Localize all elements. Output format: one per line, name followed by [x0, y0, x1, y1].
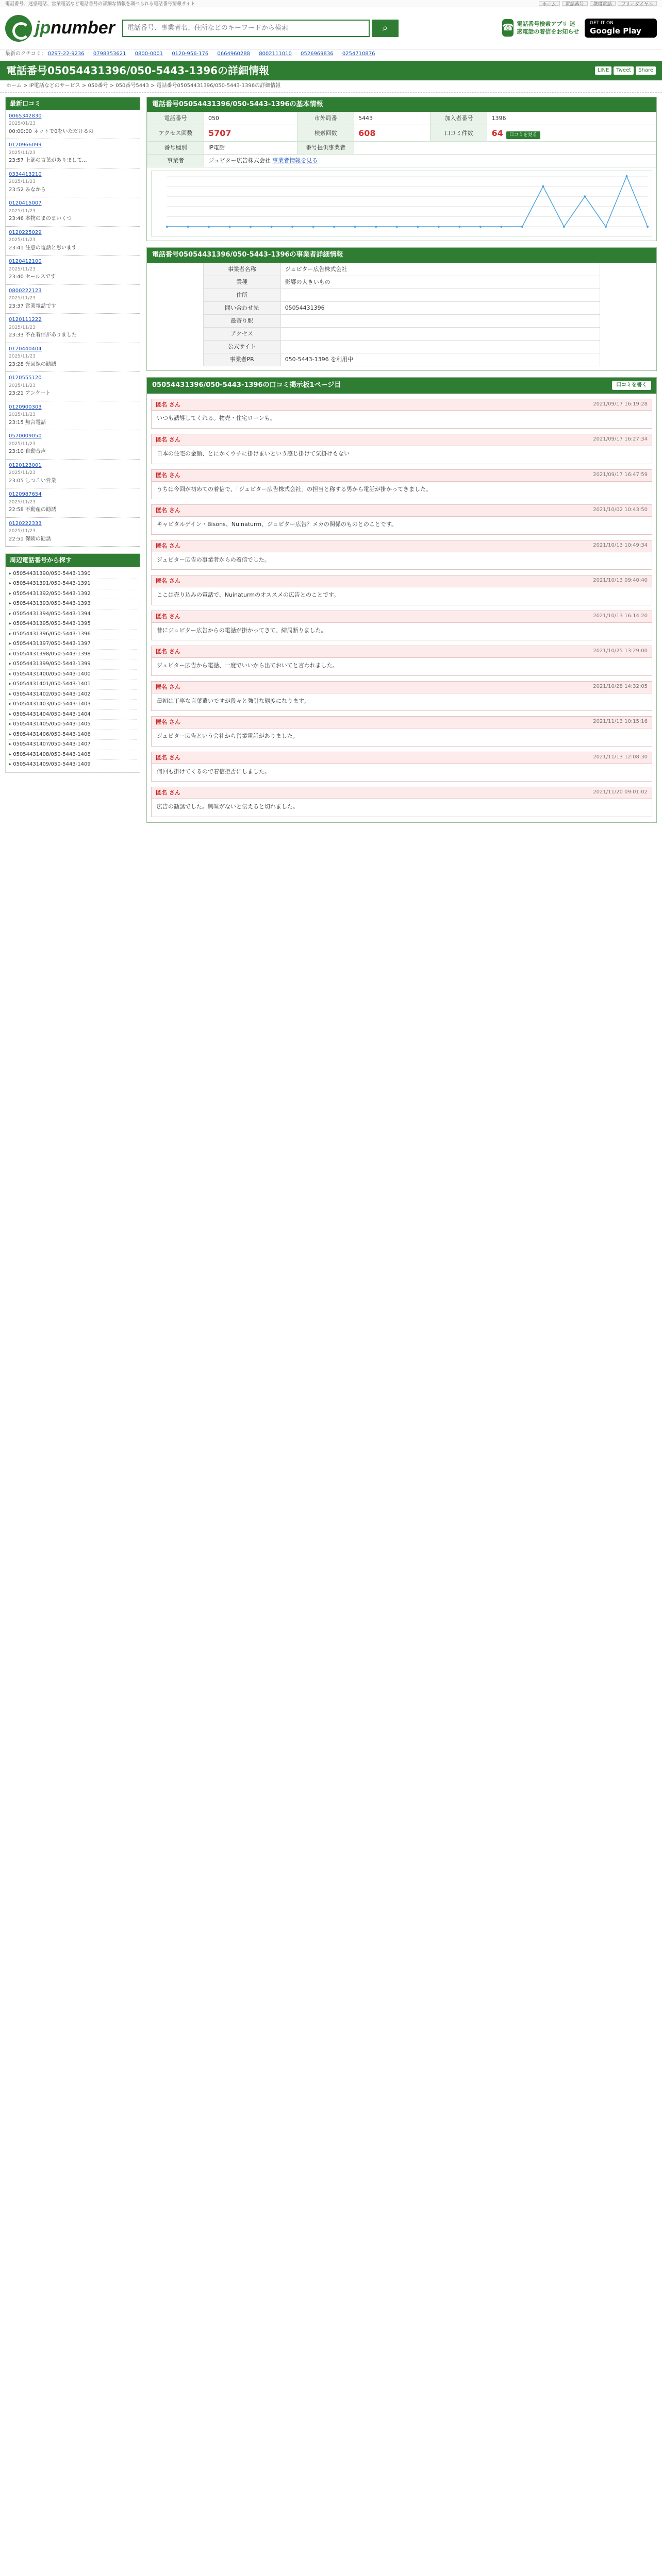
review-report-link[interactable]: [152, 532, 652, 534]
site-tagline: 電話番号、迷惑電話、営業電話など電話番号の詳細な情報を調べられる電話番号情報サイト: [5, 2, 195, 7]
review-author: 匿名 さん: [156, 683, 180, 690]
recent-label: 最新のクチコミ：: [5, 51, 46, 57]
list-item[interactable]: [6, 430, 140, 460]
nearby-number-link[interactable]: ▸ 05054431400/050-5443-1400: [9, 670, 137, 680]
nearby-number-link[interactable]: ▸ 05054431407/050-5443-1407: [9, 740, 137, 750]
review-date: 2025/11/23: [9, 179, 36, 185]
review-time: 2021/10/13 16:14:20: [593, 613, 648, 619]
table-header-cell: アクセス: [203, 327, 280, 340]
review-report-link[interactable]: [152, 708, 652, 710]
nearby-number-link[interactable]: ▸ 05054431391/050-5443-1391: [9, 579, 137, 589]
review-body: ここは売り込みの電話で、Nuinaturmのオススメの広告とのことです。: [157, 591, 340, 599]
review-snippet: 00:00:00 ネットで0をいただけるの: [9, 128, 94, 134]
page-title: 電話番号05054431396/050-5443-1396の詳細情報: [6, 64, 270, 77]
review-date: 2025/11/23: [9, 266, 36, 272]
review-body: ジュピター広告の事業者からの着信でした。: [157, 556, 270, 563]
review-date: 2025/11/23: [9, 529, 36, 534]
nearby-number-link[interactable]: ▸ 05054431398/050-5443-1398: [9, 650, 137, 660]
review-body: いつも誘導してくれる。物売・住宅ローンも。: [157, 415, 276, 422]
table-cell: 05054431396: [280, 302, 600, 315]
review-header: [152, 434, 652, 446]
review-header: [152, 717, 652, 728]
recent-link[interactable]: 0800-0001: [135, 51, 163, 57]
recent-link[interactable]: 0254710876: [342, 51, 375, 57]
data-point: [375, 226, 377, 228]
table-header-cell: 住所: [203, 289, 280, 302]
search-input[interactable]: [122, 20, 370, 37]
review-time: 2021/11/13 10:15:16: [593, 719, 648, 725]
review-author: 匿名 さん: [156, 789, 180, 796]
review-time: 2021/11/20 09:01:02: [593, 789, 648, 795]
review-report-link[interactable]: [152, 497, 652, 499]
reviews-box: [146, 377, 657, 823]
data-point: [563, 226, 565, 228]
review-snippet: 23:52 みなから: [9, 187, 46, 193]
list-item[interactable]: [6, 197, 140, 227]
review-count: 64: [491, 128, 503, 139]
search-count: 608: [358, 128, 376, 139]
review-date: 2025/11/23: [9, 383, 36, 388]
nearby-number-link[interactable]: ▸ 05054431403/050-5443-1403: [9, 700, 137, 710]
data-point: [479, 226, 482, 228]
review-item: [151, 504, 652, 535]
table-row: [203, 289, 600, 302]
review-header: [152, 682, 652, 693]
review-item: [151, 469, 652, 500]
list-item[interactable]: [6, 168, 140, 198]
reviews-list: [147, 399, 656, 822]
review-author: 匿名 さん: [156, 648, 180, 655]
table-header-cell: 最寄り駅: [203, 314, 280, 327]
data-point: [208, 226, 210, 228]
recent-link[interactable]: 0526969836: [301, 51, 334, 57]
table-header-cell: 公式サイト: [203, 340, 280, 353]
nearby-number-link[interactable]: ▸ 05054431397/050-5443-1397: [9, 639, 137, 650]
review-time: 2021/10/13 09:40:40: [593, 578, 648, 584]
table-header-cell: 事業者名称: [203, 263, 280, 276]
top-nav-phone[interactable]: 電話番号: [562, 1, 588, 6]
data-point: [333, 226, 335, 228]
review-time: 2021/09/17 16:27:34: [593, 436, 648, 443]
review-header: [152, 575, 652, 587]
review-time: 2021/10/25 13:29:00: [593, 648, 648, 654]
search-button[interactable]: [372, 20, 399, 37]
review-header: [152, 470, 652, 482]
review-number-link[interactable]: 0120412100: [9, 259, 42, 265]
header: [0, 7, 662, 49]
nearby-number-link[interactable]: ▸ 05054431396/050-5443-1396: [9, 630, 137, 640]
table-row: [203, 327, 600, 340]
review-author: 匿名 さん: [156, 542, 180, 549]
review-snippet: 22:58 不動産の勧誘: [9, 507, 56, 513]
review-body: 日本の住宅の金額、とにかくウチに掛けまいという感じ掛けて気掛けもない: [157, 450, 350, 457]
nearby-number-link[interactable]: ▸ 05054431395/050-5443-1395: [9, 619, 137, 630]
recent-link[interactable]: 0798353621: [93, 51, 126, 57]
table-header-cell: 問い合わせ先: [203, 302, 280, 315]
table-cell: [280, 289, 600, 302]
nearby-number-link[interactable]: ▸ 05054431394/050-5443-1394: [9, 609, 137, 620]
review-time: 2021/10/28 14:32:05: [593, 683, 648, 689]
review-date: 2025/11/23: [9, 499, 36, 505]
nearby-number-link[interactable]: ▸ 05054431409/050-5443-1409: [9, 760, 137, 770]
recent-reviews-box: [5, 97, 140, 548]
review-header: [152, 646, 652, 658]
review-number-link[interactable]: 0120440404: [9, 346, 42, 352]
review-snippet: 23:57 上部の言葉がありまして...: [9, 158, 87, 164]
review-body: ジュピター広告という会社から営業電話がありました。: [157, 733, 299, 740]
recent-reviews-list: [6, 110, 140, 547]
review-time: 2021/09/17 16:47:59: [593, 471, 648, 478]
review-author: 匿名 さん: [156, 754, 180, 761]
top-nav-freedial[interactable]: フリーダイヤル: [618, 1, 657, 6]
review-author: 匿名 さん: [156, 436, 180, 444]
review-body: ジュピター広告から電話、一度でいいから出ておいてと言われました。: [157, 662, 338, 669]
review-number-link[interactable]: 0120555120: [9, 375, 42, 381]
table-cell: [280, 327, 600, 340]
access-chart-svg: [152, 171, 653, 236]
review-item: [151, 540, 652, 570]
data-point: [625, 175, 627, 177]
table-row: 電話番号 050 市外局番 5443 加入者番号 1396: [147, 112, 656, 125]
business-info-box: [146, 247, 657, 370]
data-point: [396, 226, 398, 228]
nearby-number-link[interactable]: ▸ 05054431404/050-5443-1404: [9, 710, 137, 720]
review-snippet: 23:28 光回線の勧誘: [9, 361, 56, 367]
review-snippet: 23:46 本物のまのまいくつ: [9, 216, 72, 222]
review-number-link[interactable]: 0120111222: [9, 317, 42, 323]
search-icon: ⌕: [382, 23, 388, 33]
review-header: [152, 399, 652, 411]
review-header: [152, 611, 652, 623]
google-play-badge[interactable]: GET IT ON Google Play: [585, 19, 657, 38]
nearby-numbers-list: [6, 567, 140, 772]
review-item: [151, 716, 652, 747]
sidebar: [5, 97, 140, 829]
data-point: [542, 185, 544, 188]
table-cell: [280, 340, 600, 353]
review-report-link[interactable]: [152, 462, 652, 464]
review-snippet: 23:33 不在着信がありました: [9, 332, 77, 338]
review-author: 匿名 さん: [156, 613, 180, 620]
review-item: [151, 611, 652, 641]
review-author: 匿名 さん: [156, 471, 180, 479]
review-report-link[interactable]: [152, 815, 652, 817]
review-number-link[interactable]: 0120987654: [9, 492, 42, 498]
share-buttons: [595, 66, 656, 75]
business-info-table: [203, 263, 601, 366]
list-item[interactable]: [6, 227, 140, 256]
review-report-link[interactable]: [152, 779, 652, 781]
write-review-button[interactable]: 口コミを書く: [612, 381, 651, 391]
review-number-link[interactable]: 0120225029: [9, 229, 42, 235]
logo[interactable]: [5, 15, 115, 42]
columns: [0, 97, 662, 829]
review-time: 2021/09/17 16:19:28: [593, 401, 648, 407]
review-date: 2025/11/23: [9, 238, 36, 243]
share-button[interactable]: Tweet: [614, 66, 634, 75]
list-item[interactable]: [6, 518, 140, 547]
review-author: 匿名 さん: [156, 507, 180, 514]
list-item[interactable]: [6, 401, 140, 431]
review-item: [151, 681, 652, 711]
nearby-number-link[interactable]: ▸ 05054431390/050-5443-1390: [9, 569, 137, 580]
series-line: [167, 176, 648, 227]
recent-search-bar: [0, 49, 662, 59]
data-point: [250, 226, 252, 228]
data-point: [438, 226, 440, 228]
review-body: 広告の勧誘でした。興味がないと伝えると切れました。: [157, 803, 299, 810]
list-item[interactable]: [6, 372, 140, 401]
review-number-link[interactable]: 0065342830: [9, 113, 42, 119]
nearby-number-link[interactable]: ▸ 05054431408/050-5443-1408: [9, 750, 137, 760]
table-cell: 影響の大きいもの: [280, 276, 600, 289]
table-header-cell: 業種: [203, 276, 280, 289]
nearby-number-link[interactable]: ▸ 05054431393/050-5443-1393: [9, 599, 137, 609]
review-date: 2025/11/23: [9, 296, 36, 301]
review-snippet: 23:40 セールスです: [9, 274, 56, 280]
review-snippet: 22:51 保険の勧誘: [9, 536, 51, 542]
table-row: アクセス回数 5707 検索回数 608 口コミ件数 64 口コミを見る: [147, 125, 656, 142]
promo-area: [502, 19, 657, 38]
recent-reviews-heading: 最新口コミ: [6, 97, 140, 110]
review-header: [152, 787, 652, 799]
recent-link[interactable]: 0120-956-176: [172, 51, 209, 57]
review-report-link[interactable]: [152, 603, 652, 605]
review-number-link[interactable]: 0120966099: [9, 142, 42, 148]
logo-text: jpnumber: [35, 18, 115, 38]
nearby-numbers-box: [5, 553, 140, 772]
review-snippet: 23:10 自動音声: [9, 449, 46, 455]
review-number-link[interactable]: 0570009050: [9, 433, 42, 439]
table-row: 事業者 ジュピター広告株式会社 事業者情報を見る: [147, 155, 656, 167]
list-item[interactable]: [6, 488, 140, 518]
reviews-heading: 05054431396/050-5443-1396の口コミ掲示板1ページ目 口コミを書く: [147, 378, 656, 394]
review-body: キャピタルゲイン・Bisons、Nuinaturm、ジュピター広告？メカの関係のものとのことです。: [157, 521, 397, 528]
review-body: うちは今回が初めての着信で、「ジュピター広告株式会社」の担当と称する男から電話が掛かってきました。: [157, 485, 432, 493]
review-report-link[interactable]: [152, 638, 652, 640]
list-item[interactable]: [6, 314, 140, 343]
review-number-link[interactable]: 0120123001: [9, 462, 42, 468]
review-body: 最初は丁寧な言葉遣いですが段々と強引な態度になります。: [157, 697, 310, 704]
app-promo-label: 電話番号検索アプリ 迷惑電話の着信をお知らせ: [517, 20, 580, 36]
review-date: 2025/11/23: [9, 470, 36, 476]
review-report-link[interactable]: [152, 567, 652, 569]
review-header: [152, 505, 652, 517]
review-item: [151, 575, 652, 605]
nearby-number-link[interactable]: ▸ 05054431402/050-5443-1402: [9, 690, 137, 700]
review-header: [152, 752, 652, 764]
table-row: [203, 302, 600, 315]
review-item: [151, 787, 652, 817]
recent-link[interactable]: 8002111010: [259, 51, 292, 57]
review-number-link[interactable]: 0120222333: [9, 520, 42, 527]
top-nav: [539, 1, 657, 6]
search-bar: [122, 20, 399, 37]
review-date: 2025/11/23: [9, 150, 36, 156]
review-report-link[interactable]: [152, 744, 652, 746]
main-content: [146, 97, 657, 829]
review-number-link[interactable]: 0334413210: [9, 171, 42, 177]
data-point: [458, 226, 460, 228]
review-item: [151, 434, 652, 464]
access-chart: [151, 171, 652, 236]
review-item: [151, 646, 652, 676]
review-number-link[interactable]: 0120415007: [9, 200, 42, 207]
data-point: [166, 226, 168, 228]
share-button[interactable]: Share: [636, 66, 656, 75]
review-snippet: 23:05 しつこい営業: [9, 478, 56, 484]
recent-link[interactable]: 0297-22-9236: [47, 51, 85, 57]
table-cell: [280, 314, 600, 327]
data-point: [187, 226, 189, 228]
review-date: 2025/11/23: [9, 441, 36, 447]
review-time: 2021/11/13 12:08:30: [593, 754, 648, 760]
table-cell: 050-5443-1396 を利用中: [280, 353, 600, 366]
review-snippet: 23:21 アンケート: [9, 391, 51, 397]
data-point: [354, 226, 356, 228]
list-item[interactable]: [6, 139, 140, 168]
data-point: [229, 226, 231, 228]
table-cell: ジュピター広告株式会社: [280, 263, 600, 276]
nearby-numbers-heading: 周辺電話番号から探す: [6, 554, 140, 567]
view-reviews-button[interactable]: 口コミを見る: [506, 131, 540, 139]
data-point: [605, 226, 607, 228]
table-row: [203, 353, 600, 366]
share-button[interactable]: LINE: [595, 66, 611, 75]
review-author: 匿名 さん: [156, 401, 180, 408]
review-author: 匿名 さん: [156, 719, 180, 726]
data-point: [271, 226, 273, 228]
table-row: [203, 263, 600, 276]
nearby-number-link[interactable]: ▸ 05054431392/050-5443-1392: [9, 589, 137, 600]
review-report-link[interactable]: [152, 673, 652, 675]
data-point: [417, 226, 419, 228]
list-item[interactable]: [6, 256, 140, 285]
review-author: 匿名 さん: [156, 578, 180, 585]
review-item: [151, 399, 652, 429]
list-item[interactable]: [6, 460, 140, 489]
table-row: [203, 314, 600, 327]
review-number-link[interactable]: 0800222123: [9, 287, 42, 294]
review-report-link[interactable]: [152, 426, 652, 428]
nearby-number-link[interactable]: ▸ 05054431405/050-5443-1405: [9, 720, 137, 730]
phone-app-icon: ☎: [502, 19, 514, 37]
list-item[interactable]: [6, 343, 140, 372]
review-date: 2025/01/23: [9, 121, 36, 127]
data-point: [312, 226, 315, 228]
data-point: [500, 226, 502, 228]
list-item[interactable]: [6, 285, 140, 314]
nearby-number-link[interactable]: ▸ 05054431399/050-5443-1399: [9, 659, 137, 670]
table-header-cell: 事業者PR: [203, 353, 280, 366]
data-point: [584, 196, 586, 198]
recent-link[interactable]: 0664960288: [217, 51, 250, 57]
list-item[interactable]: [6, 110, 140, 140]
page-title-bar: [0, 61, 662, 80]
review-time: 2021/10/02 10:43:50: [593, 507, 648, 513]
review-body: 何回も掛けてくるので着信拒否にしました。: [157, 768, 270, 775]
data-point: [647, 226, 649, 228]
review-body: 昔にジュピター広告からの電話が掛かってきて、結局断りました。: [157, 626, 327, 634]
data-point: [291, 226, 293, 228]
business-info-heading: 電話番号05054431396/050-5443-1396の事業者詳細情報: [147, 248, 656, 263]
app-promo[interactable]: [502, 19, 580, 37]
review-time: 2021/10/13 10:49:34: [593, 542, 648, 548]
basic-info-heading: 電話番号05054431396/050-5443-1396の基本情報: [147, 97, 656, 112]
top-nav-mobile[interactable]: 携帯電話: [590, 1, 616, 6]
breadcrumb[interactable]: ホーム > IP電話などのサービス > 050番号 > 050番号5443 > 電話番号05054431396/050-5443-1396の詳細情報: [0, 80, 662, 93]
basic-info-table: [147, 112, 656, 167]
basic-info-box: [146, 97, 657, 242]
review-item: [151, 752, 652, 782]
review-number-link[interactable]: 0120900303: [9, 404, 42, 410]
review-snippet: 23:15 無言電話: [9, 419, 46, 426]
review-snippet: 23:37 営業電話です: [9, 303, 56, 309]
top-nav-home[interactable]: ホーム: [539, 1, 560, 6]
logo-icon: [5, 15, 32, 42]
table-row: 番号種別 IP電話 番号提供事業者: [147, 142, 656, 155]
top-strip: [0, 0, 662, 7]
review-date: 2025/11/23: [9, 412, 36, 418]
table-row: [203, 276, 600, 289]
review-snippet: 23:41 注意の電話と思います: [9, 245, 77, 251]
review-header: [152, 540, 652, 552]
review-date: 2025/11/23: [9, 208, 36, 214]
business-info-link[interactable]: 事業者情報を見る: [272, 157, 318, 164]
review-date: 2025/11/23: [9, 325, 36, 330]
table-row: [203, 340, 600, 353]
data-point: [521, 226, 523, 228]
nearby-number-link[interactable]: ▸ 05054431401/050-5443-1401: [9, 680, 137, 690]
nearby-number-link[interactable]: ▸ 05054431406/050-5443-1406: [9, 730, 137, 740]
access-count: 5707: [208, 128, 231, 139]
review-date: 2025/11/23: [9, 354, 36, 360]
